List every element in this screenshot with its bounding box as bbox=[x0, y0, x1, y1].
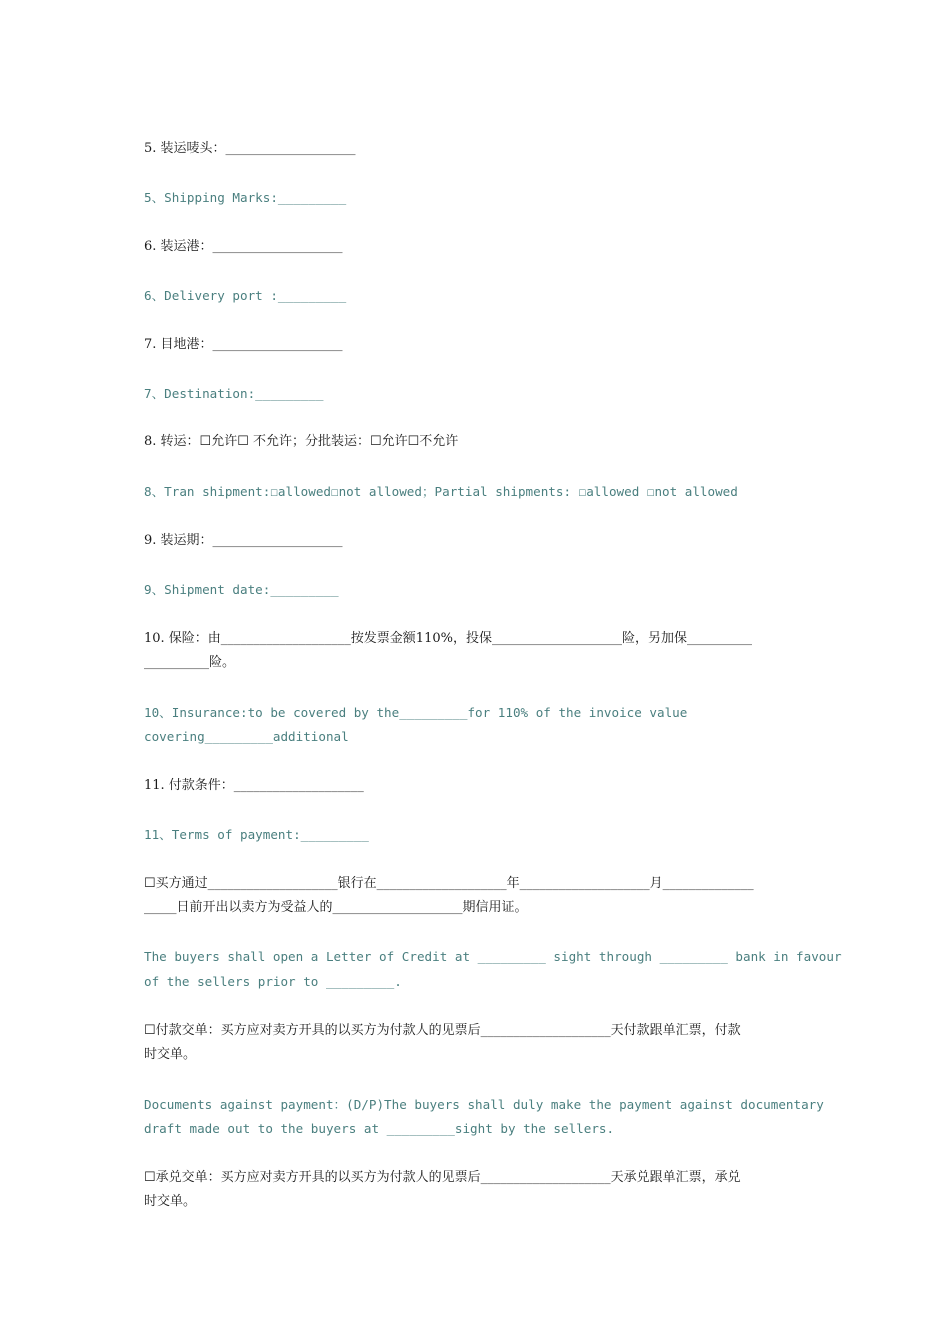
clause-7-en: 7、Destination:_________ bbox=[144, 386, 324, 401]
clause-7-zh: 7. 目地港：____________________ bbox=[144, 337, 343, 352]
clause-11-en: 11、Terms of payment:_________ bbox=[144, 827, 369, 842]
clause-5-zh: 5. 装运唛头：____________________ bbox=[144, 141, 356, 156]
clause-10-zh-line-2: __________险。 bbox=[144, 655, 236, 670]
dp-option-zh-line-1: ☐付款交单：买方应对卖方开具的以买方为付款人的见票后____________________天付款跟单汇票，付款 bbox=[144, 1023, 741, 1038]
dp-option-en-line-1: Documents against payment：(D/P)The buyers shall duly make the payment against documentary bbox=[144, 1097, 824, 1112]
clause-10-zh-line-1: 10. 保险：由____________________按发票金额110%，投保____________________险，另加保__________ bbox=[144, 631, 752, 646]
dp-option-zh-line-2: 时交单。 bbox=[144, 1047, 197, 1062]
clause-10-en-line-2: covering_________additional bbox=[144, 729, 349, 744]
lc-option-zh-line-2: _____日前开出以卖方为受益人的____________________期信用证。 bbox=[144, 900, 528, 915]
clause-6-en: 6、Delivery port :_________ bbox=[144, 288, 347, 303]
da-option-zh-line-1: ☐承兑交单：买方应对卖方开具的以买方为付款人的见票后____________________天承兑跟单汇票，承兑 bbox=[144, 1170, 741, 1185]
clause-10-en-line-1: 10、Insurance:to be covered by the_________for 110% of the invoice value bbox=[144, 705, 688, 720]
clause-8-zh: 8. 转运：☐允许☐ 不允许；分批装运：☐允许☐不允许 bbox=[144, 434, 459, 449]
da-option-zh-line-2: 时交单。 bbox=[144, 1194, 197, 1209]
clause-11-zh: 11. 付款条件：____________________ bbox=[144, 778, 364, 793]
clause-9-en: 9、Shipment date:_________ bbox=[144, 582, 339, 597]
clause-9-zh: 9. 装运期：____________________ bbox=[144, 533, 343, 548]
lc-option-en-line-2: of the sellers prior to _________. bbox=[144, 974, 402, 989]
lc-option-en-line-1: The buyers shall open a Letter of Credit at _________ sight through _________ bank in favour bbox=[144, 949, 842, 964]
lc-option-zh-line-1: ☐买方通过____________________银行在____________________年____________________月______________ bbox=[144, 876, 754, 891]
clause-8-en: 8、Tran shipment:☐allowed☐not allowed；Partial shipments: ☐allowed ☐not allowed bbox=[144, 484, 738, 499]
clause-5-en: 5、Shipping Marks:_________ bbox=[144, 190, 347, 205]
clause-6-zh: 6. 装运港：____________________ bbox=[144, 239, 343, 254]
dp-option-en-line-2: draft made out to the buyers at _________sight by the sellers. bbox=[144, 1121, 615, 1136]
